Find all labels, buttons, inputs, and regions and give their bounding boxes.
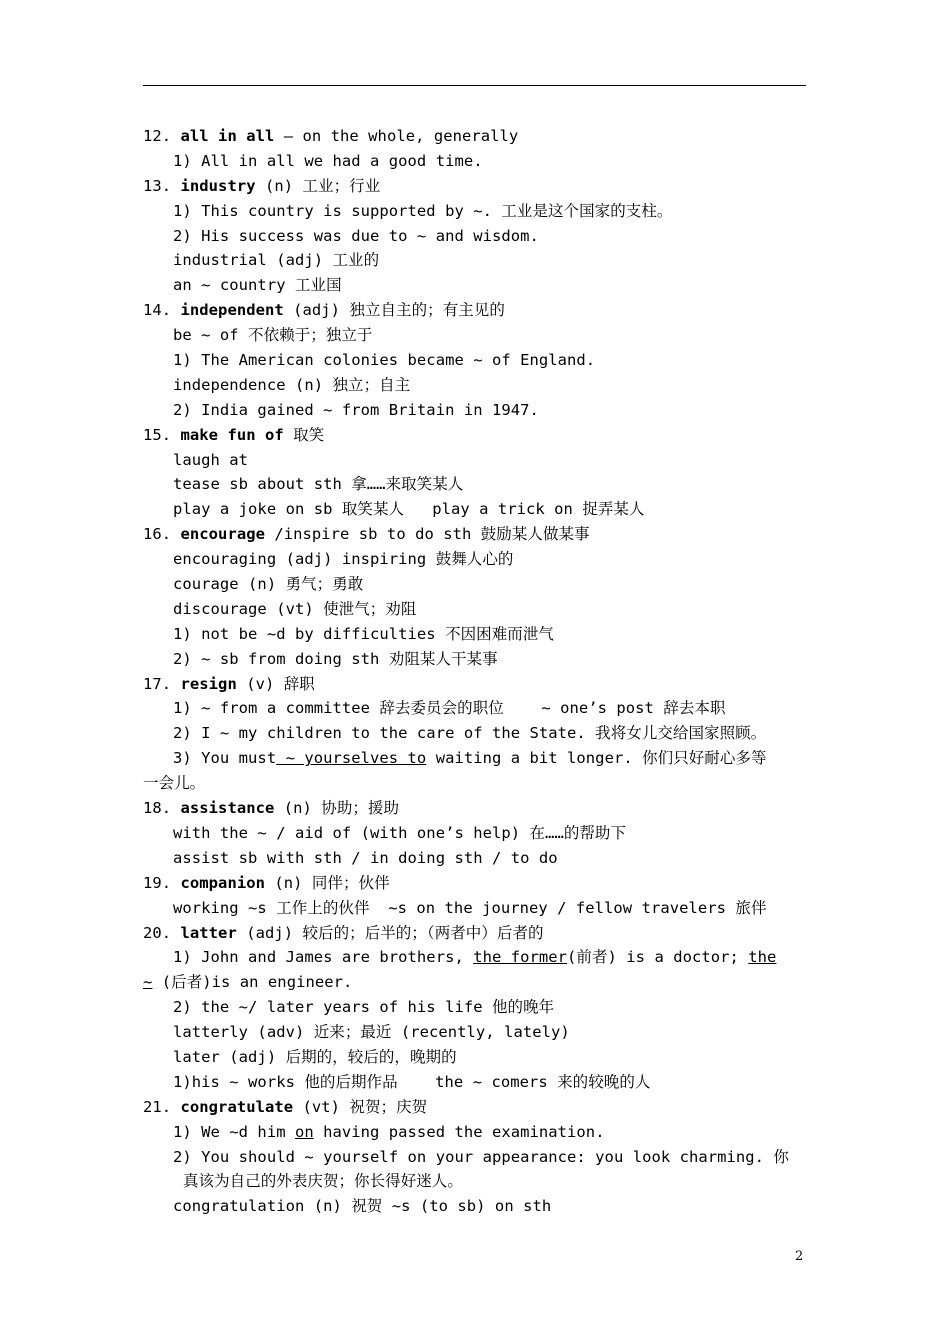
entry-13-line: 1) This country is supported by ~. 工业是这个国家的支柱。 (173, 201, 673, 220)
entry-16-heading: 16. encourage /inspire sb to do sth 鼓励某人做某事 (143, 525, 590, 544)
entry-17-line: 2) I ~ my children to the care of the State. 我将女儿交给国家照顾。 (173, 724, 767, 743)
entry-13-term: industry (180, 176, 256, 195)
entry-17-line-wrap: 一会儿。 (143, 774, 206, 793)
entry-16-line: courage (n) 勇气；勇敢 (173, 575, 364, 594)
entry-20-line: later (adj) 后期的，较后的，晚期的 (173, 1047, 457, 1066)
entry-16-line: encouraging (adj) inspiring 鼓舞人心的 (173, 550, 514, 569)
entry-16-line: 1) not be ~d by difficulties 不因困难而泄气 (173, 624, 554, 643)
entry-19-line: working ~s 工作上的伙伴 ~s on the journey / fellow travelers 旅伴 (173, 898, 767, 917)
entry-13-line: 2) His success was due to ~ and wisdom. (173, 226, 539, 245)
entry-15-term: make fun of (180, 425, 284, 444)
entry-20-line: 1) John and James are brothers, the former(前者) is a doctor; the (173, 948, 777, 967)
entry-16-line: 2) ~ sb from doing sth 劝阻某人干某事 (173, 649, 498, 668)
header-rule (143, 85, 806, 86)
entry-14-line: 2) India gained ~ from Britain in 1947. (173, 400, 539, 419)
entry-21-line: congratulation (n) 祝贺 ~s (to sb) on sth (173, 1197, 552, 1216)
entry-21-heading: 21. congratulate (vt) 祝贺；庆贺 (143, 1097, 428, 1116)
entry-20-term: latter (180, 923, 237, 942)
entry-14-line: be ~ of 不依赖于；独立于 (173, 326, 373, 345)
entry-15-line: play a joke on sb 取笑某人 play a trick on 捉弄某人 (173, 500, 645, 519)
entry-14-term: independent (180, 301, 284, 320)
entry-14-heading: 14. independent (adj) 独立自主的；有主见的 (143, 301, 505, 320)
entry-12-term: all in all (180, 127, 275, 145)
entry-20-line-wrap: ~ (后者)is an engineer. (143, 973, 353, 992)
entry-18-line: with the ~ / aid of (with one’s help) 在……的帮助下 (173, 823, 627, 842)
entry-21-term: congratulate (180, 1097, 294, 1116)
entry-14-line: 1) The American colonies became ~ of England. (173, 351, 596, 370)
entry-17-heading: 17. resign (v) 辞职 (143, 674, 315, 693)
entry-12-heading: 12. all in all – on the whole, generally (143, 127, 519, 145)
entry-15-heading: 15. make fun of 取笑 (143, 425, 325, 444)
entry-17-term: resign (180, 674, 237, 693)
entry-17-line: 3) You must ~ yourselves to waiting a bit longer. 你们只好耐心多等 (173, 749, 767, 768)
entry-16-line: discourage (vt) 使泄气；劝阻 (173, 599, 417, 618)
entry-20-line: latterly (adv) 近来；最近 (recently, lately) (173, 1023, 570, 1042)
entry-17-line: 1) ~ from a committee 辞去委员会的职位 ~ one’s post 辞去本职 (173, 699, 726, 718)
entry-13-line: industrial (adj) 工业的 (173, 251, 380, 270)
entry-18-heading: 18. assistance (n) 协助；援助 (143, 799, 400, 818)
entry-16-term: encourage (180, 525, 265, 544)
entry-20-line: 1)his ~ works 他的后期作品 the ~ comers 来的较晚的人 (173, 1072, 651, 1091)
entry-20-line: 2) the ~/ later years of his life 他的晚年 (173, 998, 555, 1017)
entry-13-heading: 13. industry (n) 工业；行业 (143, 176, 381, 195)
entry-21-line: 1) We ~d him on having passed the examination. (173, 1122, 605, 1141)
entry-12-line: 1) All in all we had a good time. (173, 151, 483, 170)
entry-21-line: 2) You should ~ yourself on your appearance: you look charming. 你 (173, 1147, 789, 1166)
entry-15-line: tease sb about sth 拿……来取笑某人 (173, 475, 464, 494)
entry-21-line-wrap: 真该为自己的外表庆贺；你长得好迷人。 (183, 1172, 463, 1191)
entry-14-line: independence (n) 独立；自主 (173, 375, 411, 394)
entry-15-line: laugh at (173, 450, 249, 469)
entry-13-line: an ~ country 工业国 (173, 276, 342, 295)
entry-18-line: assist sb with sth / in doing sth / to do (173, 848, 558, 867)
entry-20-heading: 20. latter (adj) 较后的；后半的；（两者中）后者的 (143, 923, 544, 942)
vocabulary-list (143, 124, 807, 1219)
entry-18-term: assistance (180, 799, 275, 818)
entry-19-heading: 19. companion (n) 同伴；伙伴 (143, 873, 390, 892)
page-number: 2 (795, 1249, 804, 1264)
entry-19-term: companion (180, 873, 265, 892)
